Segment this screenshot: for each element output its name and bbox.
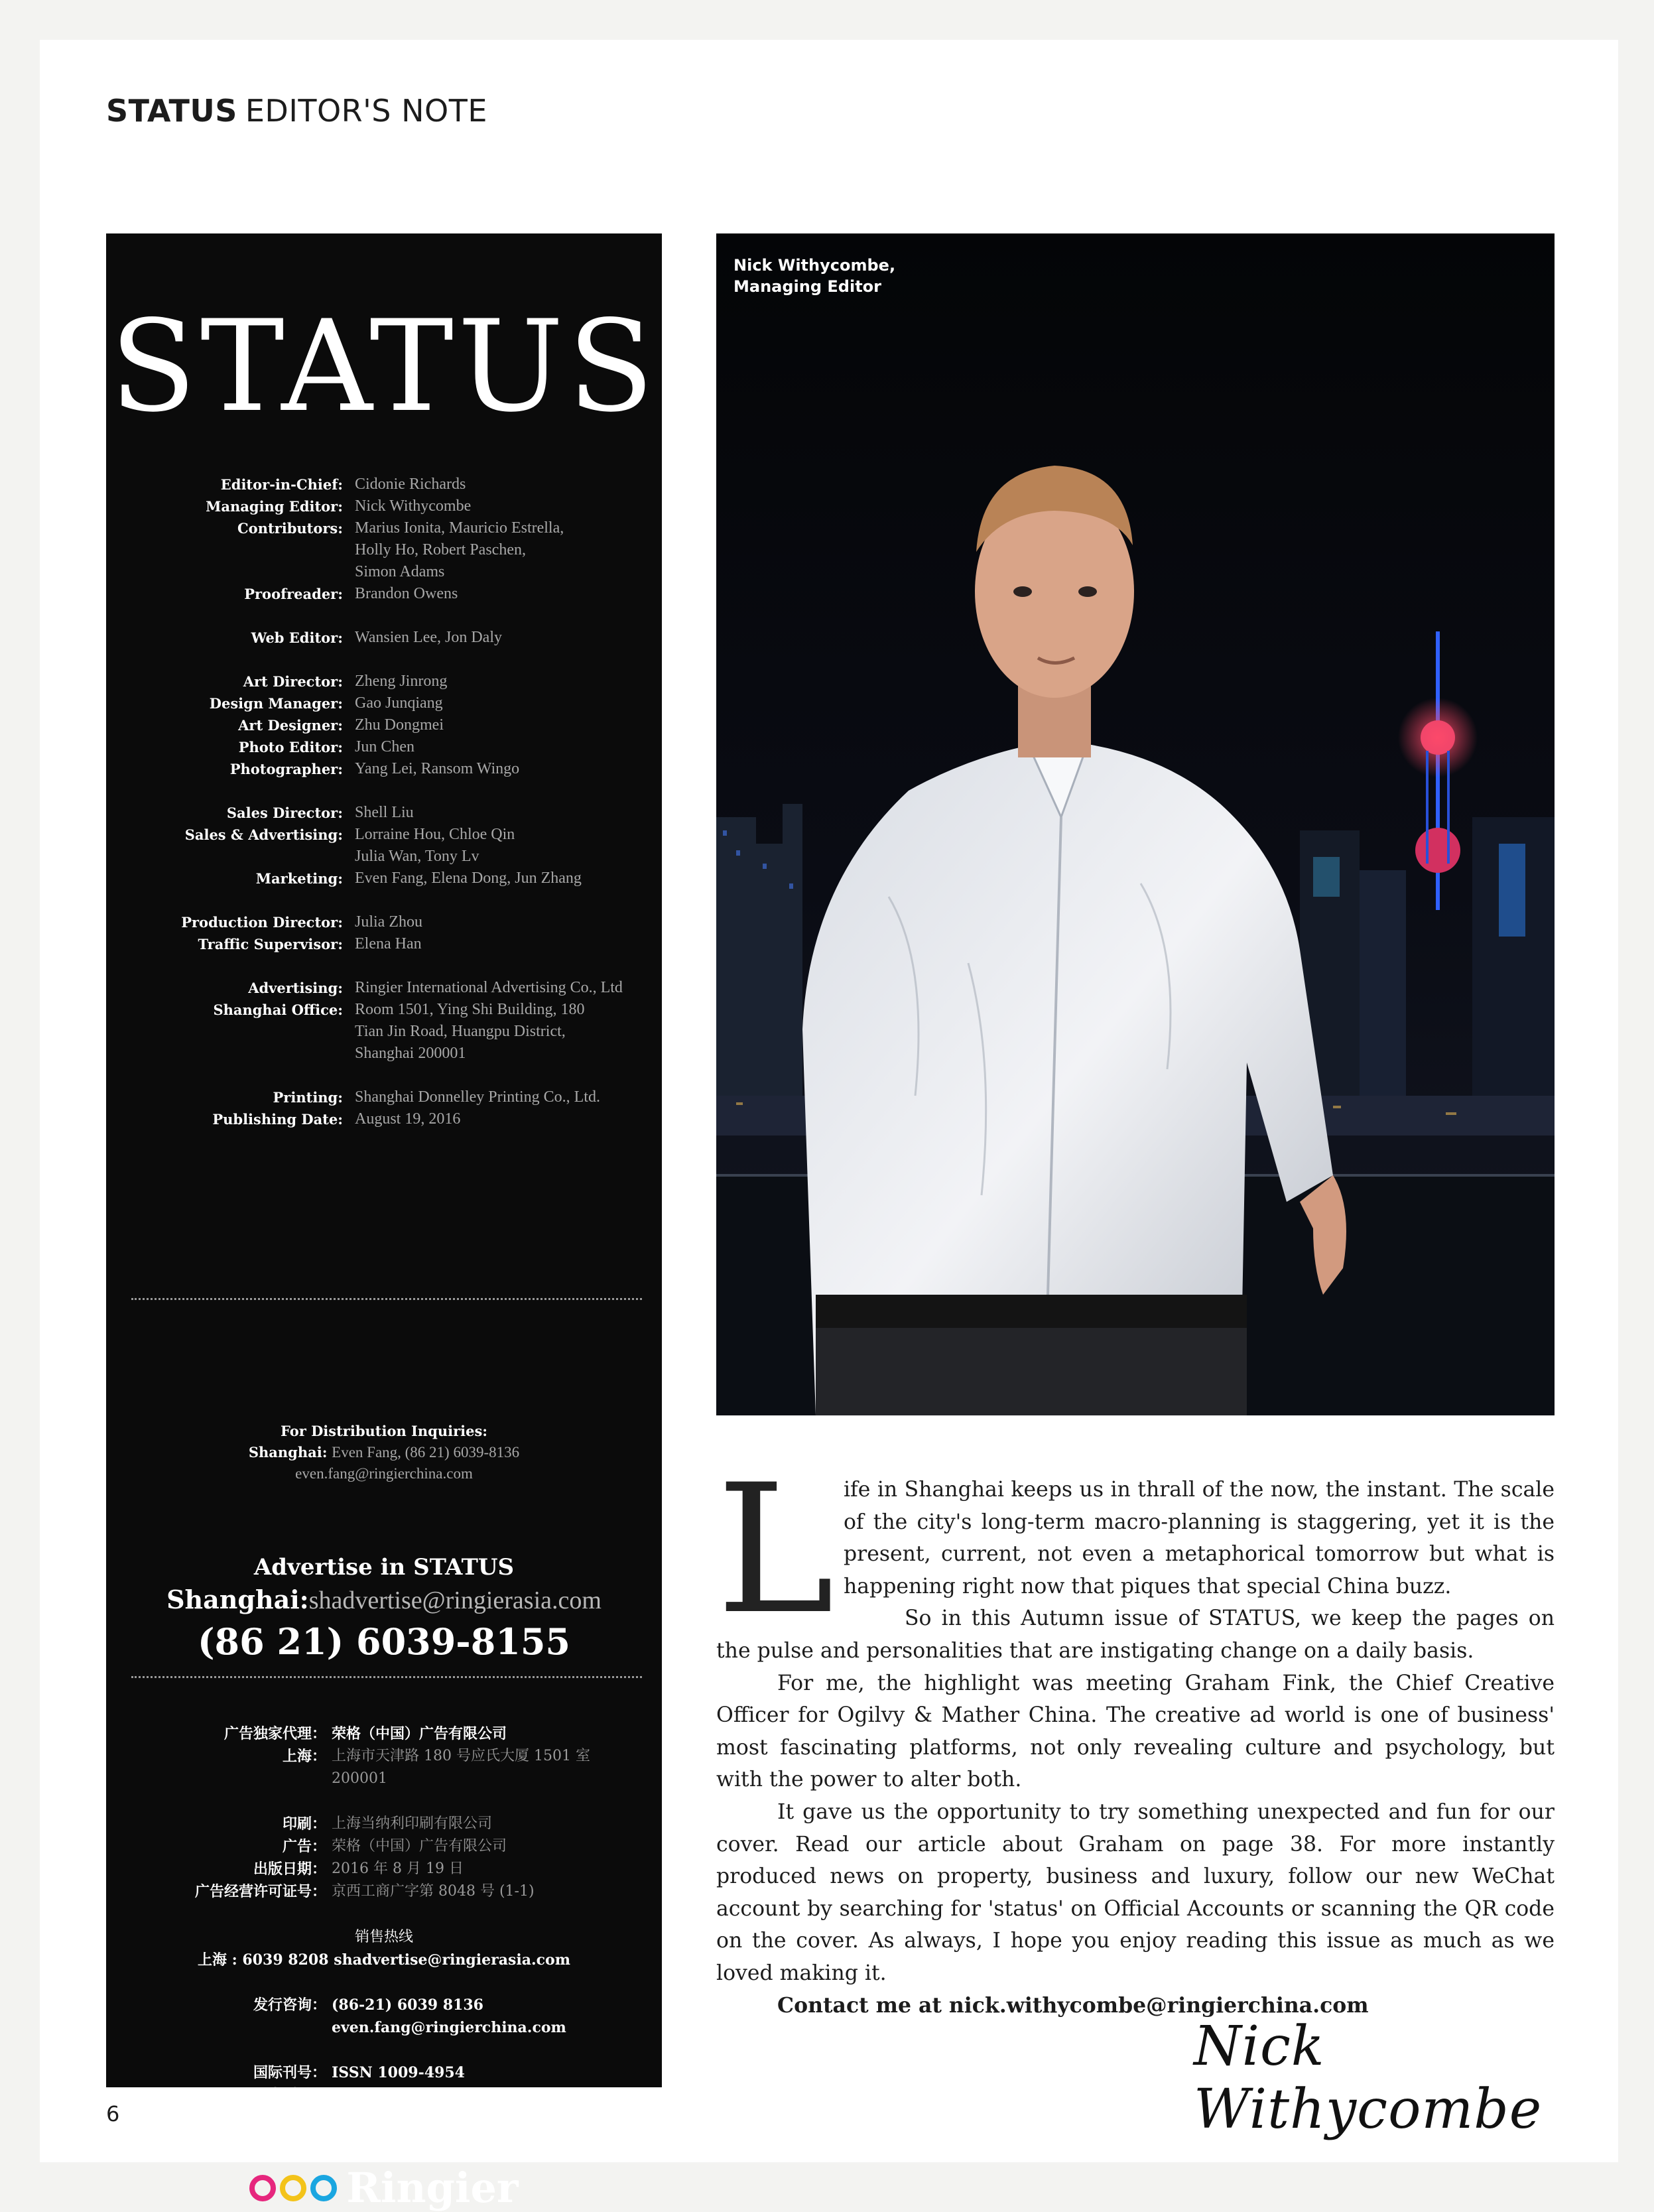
credit-role: Advertising: (248, 980, 343, 996)
cn-shanghai-label: 上海： (282, 1748, 326, 1765)
advertise-title: Advertise in STATUS (253, 1554, 515, 1581)
credit-names: Shell Liu (355, 804, 414, 821)
credit-row (106, 868, 662, 889)
credit-role: Web Editor: (251, 629, 343, 646)
paragraph-1: ife in Shanghai keeps us in thrall of the now, the instant. The scale of the city's long-term macro-planning is staggering, yet it is the present, current, not even a metaphorical tomorrow but what is happening right now that piques that special China buzz. (843, 1478, 1555, 1598)
advertise-email: shadvertise@ringierasia.com (308, 1587, 602, 1614)
credit-role: Marketing: (255, 870, 343, 887)
credit-row (106, 517, 662, 539)
distribution-city: Shanghai: (248, 1444, 328, 1461)
credit-row (106, 561, 662, 583)
cn-issn-label: 国际刊号： (253, 2064, 326, 2081)
portrait-illustration (716, 233, 1555, 1415)
paragraph-2: So in this Autumn issue of STATUS, we keep the pages on the pulse and personalities that are instigating change on a daily basis. (716, 1606, 1555, 1663)
credit-names: Jun Chen (355, 738, 414, 755)
credit-names: Gao Junqiang (355, 694, 443, 712)
ringier-logo (106, 2164, 662, 2212)
credit-role (106, 561, 355, 583)
cn-date-label: 出版日期： (253, 1860, 326, 1878)
credit-names: Nick Withycombe (355, 497, 472, 515)
credit-names: Zheng Jinrong (355, 673, 448, 690)
cn-license-value: 京西工商广字第 8048 号 (1-1) (332, 1883, 535, 1900)
cn-hotline-title: 销售热线 (354, 1929, 413, 1945)
yellow-ring-icon (280, 2175, 306, 2201)
credit-group (106, 671, 662, 780)
cn-agent-value: 荣格（中国）广告有限公司 (332, 1725, 507, 1742)
editor-signature: Nick Withycombe (1194, 2015, 1543, 2141)
credit-names: August 19, 2016 (355, 1110, 461, 1128)
cn-date-value: 2016 年 8 月 19 日 (332, 1860, 464, 1877)
credit-row (106, 846, 662, 868)
credit-names: Julia Zhou (355, 913, 422, 931)
credit-names: Julia Wan, Tony Lv (355, 848, 479, 865)
credit-names: Even Fang, Elena Dong, Jun Zhang (355, 870, 582, 887)
credit-names: Shanghai 200001 (355, 1045, 466, 1062)
credit-row (106, 539, 662, 561)
editors-note-body (716, 1447, 1555, 2022)
drop-cap: L (716, 1447, 834, 1654)
credit-role: Art Designer: (238, 717, 343, 734)
dotted-divider (131, 1298, 642, 1300)
cn-print-value: 上海当纳利印刷有限公司 (332, 1815, 493, 1832)
credit-role: Photographer: (229, 761, 343, 777)
credit-names: Ringier International Advertising Co., Ltd (355, 979, 623, 996)
credit-group (106, 474, 662, 605)
page-number: 6 (106, 2101, 120, 2126)
credit-role (106, 539, 355, 561)
credit-row (106, 758, 662, 780)
credit-role: Printing: (273, 1089, 343, 1106)
running-head-section: STATUS (106, 93, 237, 129)
cn-domestic-value: CN11-4475/GO (332, 2087, 454, 2104)
ringier-wordmark: Ringier (346, 2164, 519, 2212)
credit-role: Design Manager: (209, 695, 343, 712)
cyan-ring-icon (310, 2175, 337, 2201)
credit-row (106, 802, 662, 824)
credit-role: Editor-in-Chief: (220, 476, 343, 493)
credit-names: Cidonie Richards (355, 476, 466, 493)
credit-role: Managing Editor: (206, 498, 343, 515)
photo-caption (733, 255, 895, 297)
credit-names: Tian Jin Road, Huangpu District, (355, 1023, 566, 1040)
credit-row (106, 583, 662, 605)
credit-names: Holly Ho, Robert Paschen, (355, 541, 526, 558)
credit-role: Proofreader: (244, 586, 343, 602)
distribution-phone: Even Fang, (86 21) 6039-8136 (332, 1444, 520, 1461)
credit-row (106, 736, 662, 758)
distribution-inquiries (106, 1421, 662, 1484)
credit-names: Simon Adams (355, 563, 445, 580)
credit-role (106, 846, 355, 868)
cn-domestic-label: 国内刊号： (253, 2087, 326, 2104)
masthead-logo: STATUS (109, 293, 659, 440)
credit-row (106, 1086, 662, 1108)
cn-print-label: 印刷： (282, 1815, 326, 1833)
credit-row (106, 474, 662, 495)
credit-row (106, 692, 662, 714)
cn-dist-email: even.fang@ringierchina.com (332, 2019, 566, 2036)
credit-names: Brandon Owens (355, 585, 458, 602)
credit-row (106, 933, 662, 955)
credit-row (106, 627, 662, 649)
credit-row (106, 977, 662, 999)
credit-group (106, 911, 662, 955)
credit-role: Publishing Date: (212, 1111, 343, 1128)
credit-row (106, 911, 662, 933)
credit-row (106, 824, 662, 846)
contact-line: Contact me at nick.withycombe@ringierchina.com (777, 1992, 1369, 2018)
credit-row (106, 714, 662, 736)
credit-group (106, 1086, 662, 1130)
cn-ad-value: 荣格（中国）广告有限公司 (332, 1838, 507, 1854)
cn-agent-label: 广告独家代理： (223, 1725, 326, 1742)
dotted-divider (131, 1676, 642, 1678)
cn-shanghai-address: 上海市天津路 180 号应氏大厦 1501 室 (332, 1748, 590, 1764)
credit-row (106, 1108, 662, 1130)
credit-role: Sales & Advertising: (184, 826, 343, 843)
advertise-phone: (86 21) 6039-8155 (198, 1620, 570, 1663)
credit-role: Production Director: (181, 914, 343, 931)
running-head-title: EDITOR'S NOTE (245, 93, 487, 129)
credit-role: Photo Editor: (238, 739, 343, 755)
credit-row (106, 999, 662, 1021)
cn-issn-value: ISSN 1009-4954 (332, 2064, 465, 2081)
credit-row (106, 1043, 662, 1065)
cn-dist-label: 发行咨询： (253, 1996, 326, 2014)
cn-license-label: 广告经营许可证号： (194, 1883, 326, 1900)
cn-dist-phone: (86-21) 6039 8136 (332, 1996, 483, 2014)
credit-role: Contributors: (237, 520, 343, 537)
distribution-title: For Distribution Inquiries: (280, 1423, 488, 1439)
credit-names: Shanghai Donnelley Printing Co., Ltd. (355, 1088, 600, 1106)
distribution-email: even.fang@ringierchina.com (295, 1465, 473, 1482)
magenta-ring-icon (249, 2175, 276, 2201)
credits-list (106, 474, 662, 1152)
credit-role: Sales Director: (226, 805, 343, 821)
credit-group (106, 977, 662, 1065)
city-skyline-left (716, 804, 802, 1096)
credit-role (106, 1021, 355, 1043)
paragraph-4: It gave us the opportunity to try something unexpected and fun for our cover. Read our article about Graham on page 38. For more instantly produced news on property, business and luxury, follow our new WeChat account by searching for 'status' on Official Accounts or scanning the QR code on the cover. As always, I hope you enjoy reading this issue as much as we loved making it. (716, 1799, 1555, 1985)
credit-names: Wansien Lee, Jon Daly (355, 629, 502, 646)
paragraph-3: For me, the highlight was meeting Graham Fink, the Chief Creative Officer for Ogilvy & Mather China. The creative ad world is one of business' most fascinating platforms, not only revealing culture and psychology, but with the power to alter both. (716, 1671, 1555, 1792)
cn-shanghai-postcode: 200001 (332, 1770, 387, 1787)
credit-group (106, 627, 662, 649)
advertise-block (106, 1552, 662, 1665)
credit-group (106, 802, 662, 889)
caption-name: Nick Withycombe, (733, 256, 896, 275)
credit-names: Lorraine Hou, Chloe Qin (355, 826, 515, 843)
credit-role: Art Director: (243, 673, 343, 690)
credit-row (106, 671, 662, 692)
masthead-column (106, 233, 662, 2212)
credit-names: Zhu Dongmei (355, 716, 444, 734)
credit-names: Marius Ionita, Mauricio Estrella, (355, 519, 564, 537)
editor-portrait (716, 233, 1555, 1415)
credit-names: Yang Lei, Ransom Wingo (355, 760, 520, 777)
credit-role: Shanghai Office: (213, 1002, 343, 1018)
running-head (106, 93, 487, 129)
cn-hotline-value: 上海 : 6039 8208 shadvertise@ringierasia.com (197, 1951, 571, 1969)
credit-role (106, 1043, 355, 1065)
credit-row (106, 1021, 662, 1043)
advertise-city: Shanghai: (166, 1585, 309, 1614)
credit-names: Elena Han (355, 935, 422, 952)
credit-names: Room 1501, Ying Shi Building, 180 (355, 1001, 585, 1018)
credit-row (106, 495, 662, 517)
caption-role: Managing Editor (733, 277, 881, 296)
chinese-info (106, 1723, 662, 2107)
credit-role: Traffic Supervisor: (198, 936, 343, 952)
cn-ad-label: 广告： (282, 1838, 326, 1855)
